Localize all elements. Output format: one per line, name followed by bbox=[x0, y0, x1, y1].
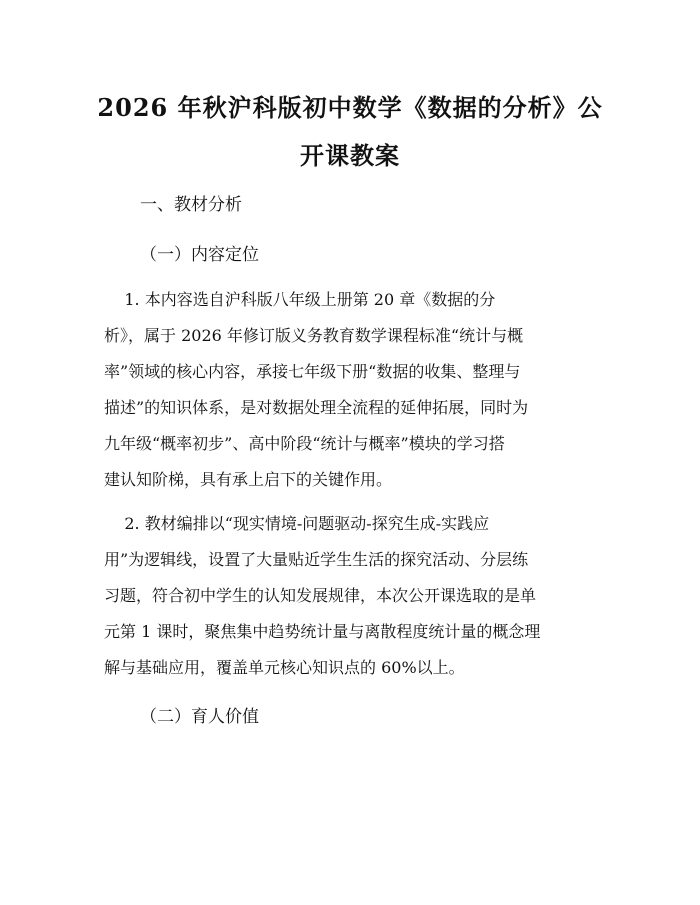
paragraph-textbook-arrangement bbox=[104, 506, 604, 686]
paragraph-line: 率”领域的核心内容，承接七年级下册“数据的收集、整理与 bbox=[104, 362, 521, 381]
document-title-line-1: 2026 年秋沪科版初中数学《数据的分析》公 bbox=[97, 93, 603, 122]
paragraph-line: 九年级“概率初步”、高中阶段“统计与概率”模块的学习搭 bbox=[104, 434, 505, 453]
paragraph-content-positioning bbox=[104, 282, 604, 498]
paragraph-line: 1. 本内容选自沪科版八年级上册第 20 章《数据的分 bbox=[104, 290, 496, 309]
subsection-heading-content-positioning: （一）内容定位 bbox=[140, 245, 259, 265]
document-title-line-2: 开课教案 bbox=[300, 141, 400, 170]
subsection-heading-educational-value: （二）育人价值 bbox=[140, 707, 259, 727]
section-heading-textbook-analysis: 一、教材分析 bbox=[140, 195, 242, 215]
paragraph-line: 2. 教材编排以“现实情境-问题驱动-探究生成-实践应 bbox=[104, 514, 490, 533]
paragraph-line: 解与基础应用，覆盖单元核心知识点的 60%以上。 bbox=[104, 658, 465, 677]
paragraph-line: 用”为逻辑线，设置了大量贴近学生生活的探究活动、分层练 bbox=[104, 550, 529, 569]
paragraph-line: 描述”的知识体系，是对数据处理全流程的延伸拓展，同时为 bbox=[104, 398, 529, 417]
paragraph-line: 习题，符合初中学生的认知发展规律，本次公开课选取的是单 bbox=[104, 586, 537, 605]
paragraph-line: 元第 1 课时，聚焦集中趋势统计量与离散程度统计量的概念理 bbox=[104, 622, 541, 641]
paragraph-line: 建认知阶梯，具有承上启下的关键作用。 bbox=[104, 470, 393, 489]
paragraph-line: 析》，属于 2026 年修订版义务教育数学课程标准“统计与概 bbox=[104, 326, 524, 345]
